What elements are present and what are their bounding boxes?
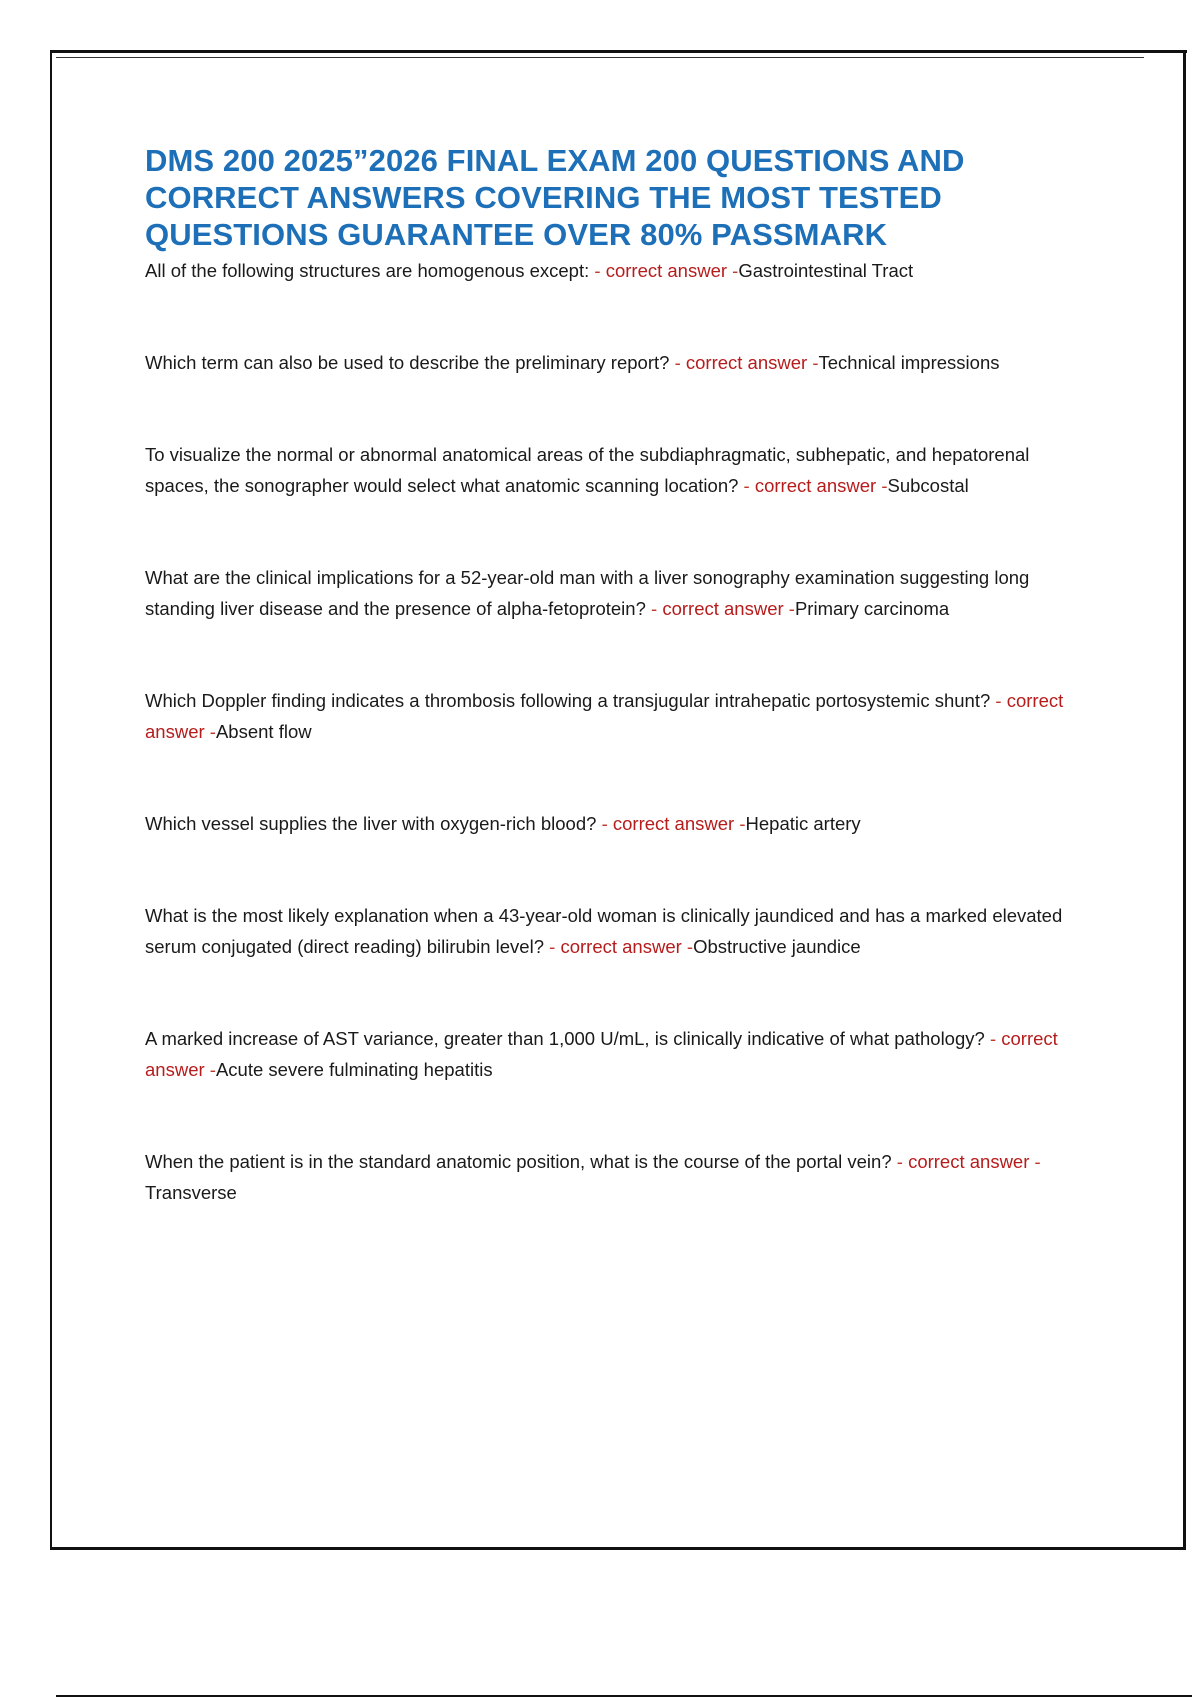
document-title: DMS 200 2025”2026 FINAL EXAM 200 QUESTIONS AND CORRECT ANSWERS COVERING THE MOST TESTED QUESTIONS GUARANTEE OVER 80% PASSMARK (145, 143, 965, 252)
answer-text: Obstructive jaundice (693, 936, 861, 957)
qa-item: All of the following structures are homogenous except: - correct answer -Gastrointestinal Tract (145, 260, 914, 281)
correct-answer-marker: correct answer (754, 475, 877, 496)
question-text: What is the most likely explanation when a 43-year-old woman is clinically jaundiced and has a marked elevated serum conjugated (direct reading) bilirubin level? (145, 905, 1063, 957)
qa-item: Which Doppler finding indicates a thrombosis following a transjugular intrahepatic portosystemic shunt? - correct answer -Absent flow (145, 690, 1064, 742)
question-text: Which Doppler finding indicates a thrombosis following a transjugular intrahepatic portosystemic shunt? (145, 690, 991, 711)
correct-answer-marker: correct answer (908, 1151, 1030, 1172)
question-text: All of the following structures are homogenous except: (145, 260, 590, 281)
qa-item: What is the most likely explanation when a 43-year-old woman is clinically jaundiced and has a marked elevated serum conjugated (direct reading) bilirubin level? - correct answer -Obstructive jaundice (145, 905, 1063, 957)
answer-text: Technical impressions (818, 352, 1000, 373)
answer-text: Gastrointestinal Tract (738, 260, 914, 281)
qa-item: When the patient is in the standard anatomic position, what is the course of the portal vein? - correct answer -Transverse (145, 1151, 1041, 1203)
answer-text: Primary carcinoma (794, 598, 950, 619)
correct-answer-marker: correct answer (145, 690, 1064, 742)
qa-item: Which term can also be used to describe the preliminary report? - correct answer -Technical impressions (145, 352, 1000, 373)
qa-item: To visualize the normal or abnormal anatomical areas of the subdiaphragmatic, subhepatic, and hepatorenal spaces, the sonographer would select what anatomic scanning location? - correct answer -Subcostal (145, 444, 1030, 496)
question-text: A marked increase of AST variance, greater than 1,000 U/mL, is clinically indicative of what pathology? (145, 1028, 985, 1049)
qa-item: What are the clinical implications for a 52-year-old man with a liver sonography examination suggesting long standing liver disease and the presence of alpha-fetoprotein? - correct answer -Primary carcinoma (145, 567, 1030, 619)
correct-answer-marker: correct answer (145, 1028, 1058, 1080)
qa-item: Which vessel supplies the liver with oxygen-rich blood? - correct answer -Hepatic artery (145, 813, 861, 834)
question-text: To visualize the normal or abnormal anatomical areas of the subdiaphragmatic, subhepatic, and hepatorenal spaces, the sonographer would select what anatomic scanning location? (145, 444, 1030, 496)
correct-answer-marker: correct answer (612, 813, 735, 834)
question-text: Which term can also be used to describe the preliminary report? (145, 352, 670, 373)
answer-text: Transverse (145, 1182, 237, 1203)
correct-answer-marker: correct answer (605, 260, 728, 281)
question-text: What are the clinical implications for a 52-year-old man with a liver sonography examination suggesting long standing liver disease and the presence of alpha-fetoprotein? (145, 567, 1030, 619)
answer-text: Acute severe fulminating hepatitis (215, 1059, 493, 1080)
correct-answer-marker: correct answer (662, 598, 784, 619)
page-bottom-rule (56, 1695, 1192, 1697)
document-body (145, 142, 1095, 1208)
answer-text: Subcostal (887, 475, 969, 496)
question-answer-list (145, 255, 1095, 1208)
answer-text: Absent flow (215, 721, 312, 742)
qa-item: A marked increase of AST variance, greater than 1,000 U/mL, is clinically indicative of what pathology? - correct answer -Acute severe fulminating hepatitis (145, 1028, 1058, 1080)
question-text: Which vessel supplies the liver with oxygen-rich blood? (145, 813, 597, 834)
answer-text: Hepatic artery (745, 813, 861, 834)
correct-answer-marker: correct answer (560, 936, 682, 957)
correct-answer-marker: correct answer (685, 352, 808, 373)
question-text: When the patient is in the standard anatomic position, what is the course of the portal vein? (145, 1151, 892, 1172)
